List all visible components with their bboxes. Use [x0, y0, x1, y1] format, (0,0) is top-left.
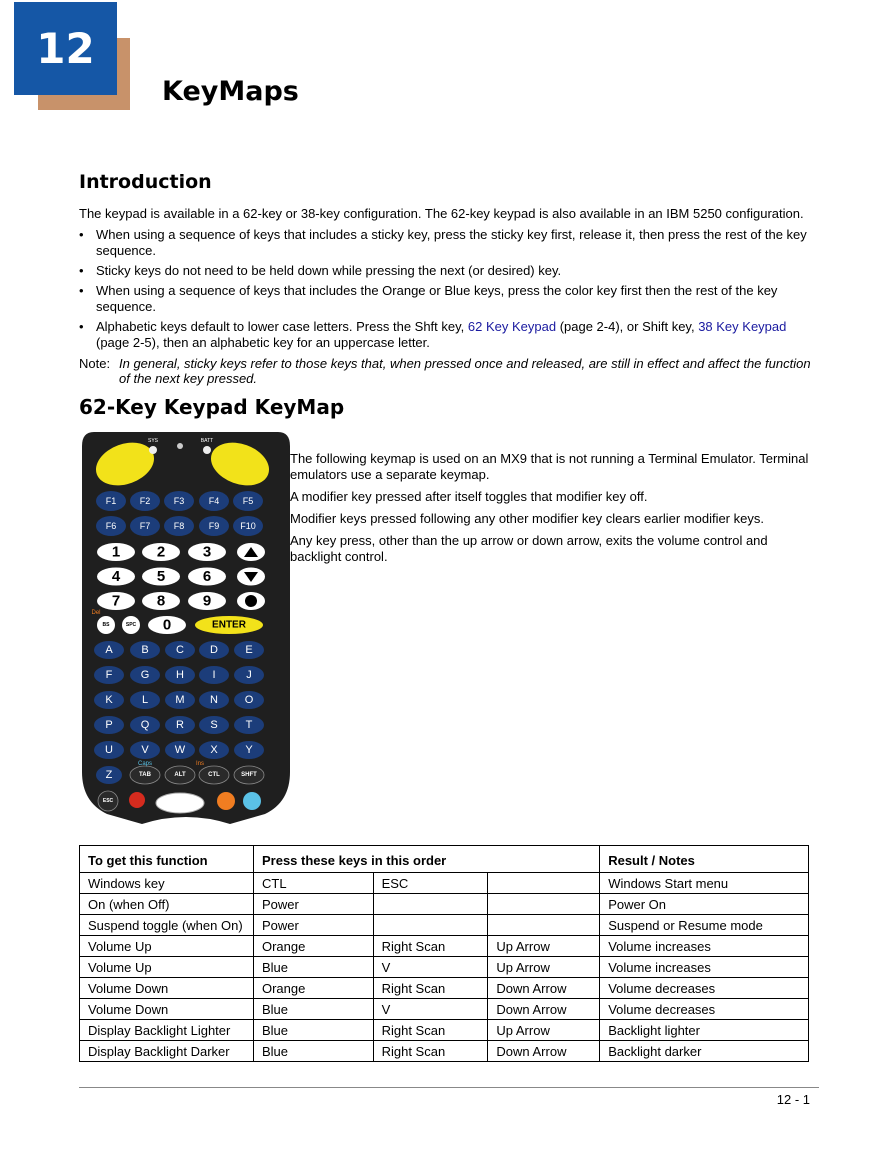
batt-label: BATT: [200, 438, 214, 444]
header-result: Result / Notes: [600, 846, 809, 873]
fkey-label: F1: [105, 496, 117, 506]
table-cell: Volume Down: [80, 999, 254, 1020]
header-keys: Press these keys in this order: [253, 846, 599, 873]
table-cell: Blue: [253, 999, 373, 1020]
table-cell: Volume increases: [600, 957, 809, 978]
table-cell: Volume Up: [80, 936, 254, 957]
alpha-key-label: P: [105, 719, 113, 731]
keymap-heading: 62-Key Keypad KeyMap: [79, 395, 345, 419]
alpha-key-label: G: [140, 669, 150, 681]
table-cell: Power On: [600, 894, 809, 915]
number-key-label: 8: [156, 592, 166, 610]
fkey-label: F2: [139, 496, 151, 506]
bullet-text: Alphabetic keys default to lower case letters. Press the Shft key,: [96, 319, 468, 334]
alpha-key-label: L: [141, 694, 149, 706]
power-icon: [129, 792, 145, 808]
alpha-key-label: U: [105, 744, 113, 756]
table-cell: On (when Off): [80, 894, 254, 915]
spc-label: SPC: [125, 622, 137, 628]
alpha-key-label: W: [174, 744, 186, 756]
intro-bullet-list: [79, 227, 819, 355]
number-key-label: 2: [156, 543, 166, 561]
bullet-text: (page 2-5), then an alphabetic key for an uppercase letter.: [96, 335, 430, 350]
bullet-text: When using a sequence of keys that includes the Orange or Blue keys, press the color key first then the rest of the key sequence.: [96, 283, 778, 314]
sys-label: SYS: [147, 438, 159, 444]
alpha-key-label: X: [210, 744, 218, 756]
z-key-label: Z: [105, 769, 113, 781]
table-cell: Right Scan: [373, 1020, 488, 1041]
table-cell: ESC: [373, 873, 488, 894]
bullet-text: (page 2-4), or Shift key,: [556, 319, 699, 334]
table-cell: Backlight lighter: [600, 1020, 809, 1041]
table-row: [80, 915, 809, 936]
alpha-key-label: E: [245, 644, 253, 656]
fkey-label: F5: [242, 496, 254, 506]
alpha-key-label: C: [176, 644, 184, 656]
modifier-key-label: SHFT: [241, 772, 257, 778]
table-cell: Blue: [253, 1020, 373, 1041]
table-cell: Down Arrow: [488, 978, 600, 999]
bullet-text: When using a sequence of keys that includes a sticky key, press the sticky key first, release it, then press the rest of the key sequence.: [96, 227, 807, 258]
desc-paragraph: Any key press, other than the up arrow or down arrow, exits the volume control and backlight control.: [290, 533, 768, 564]
keymap-table: [79, 845, 809, 1062]
number-key-label: 7: [111, 592, 121, 610]
alpha-key-label: J: [246, 669, 252, 681]
bullet-item: • When using a sequence of keys that includes the Orange or Blue keys, press the color key first then the rest of the key sequence.: [79, 283, 778, 314]
table-cell: Down Arrow: [488, 1041, 600, 1062]
table-cell: Volume Up: [80, 957, 254, 978]
alpha-key-label: I: [212, 669, 216, 681]
alpha-key-label: S: [210, 719, 218, 731]
table-cell: Power: [253, 894, 373, 915]
fkey-label: F4: [208, 496, 220, 506]
fkey-label: F10: [240, 521, 256, 531]
intro-paragraph: The keypad is available in a 62-key or 38-key configuration. The 62-key keypad is also available in an IBM 5250 configuration.: [79, 206, 804, 221]
number-key-label: 5: [156, 568, 166, 585]
table-cell: [373, 894, 488, 915]
keypad-illustration: [80, 432, 292, 824]
del-label: Del: [91, 610, 101, 616]
table-cell: [373, 915, 488, 936]
batt-led: [203, 446, 211, 454]
table-cell: [488, 873, 600, 894]
introduction-heading: Introduction: [79, 171, 212, 193]
header-function: To get this function: [80, 846, 254, 873]
alpha-key-label: M: [175, 694, 185, 706]
sys-led: [149, 446, 157, 454]
table-cell: Blue: [253, 1041, 373, 1062]
table-cell: Power: [253, 915, 373, 936]
orange-key: [217, 792, 235, 810]
blue-key: [243, 792, 261, 810]
bullet-item: • Alphabetic keys default to lower case letters. Press the Shft key, 62 Key Keypad (page 2-4), or Shift key, 38 Key Keypad (page 2-5), then an alphabetic key for an uppercase letter.: [79, 319, 787, 350]
bullet-text: Sticky keys do not need to be held down while pressing the next (or desired) key.: [96, 263, 562, 278]
keymap-description: [290, 451, 820, 571]
number-key-label: 9: [202, 592, 212, 610]
note: [79, 356, 819, 386]
alpha-key-label: T: [245, 719, 253, 731]
table-cell: Windows key: [80, 873, 254, 894]
enter-key-label: ENTER: [212, 619, 246, 631]
bullet-item: • When using a sequence of keys that includes a sticky key, press the sticky key first, release it, then press the rest of the key sequence.: [79, 227, 807, 258]
table-cell: Orange: [253, 978, 373, 999]
number-key-label: 6: [202, 568, 212, 585]
footer-divider: [79, 1087, 819, 1088]
table-row: [80, 936, 809, 957]
esc-label: ESC: [102, 798, 114, 804]
bluetooth-icon: [177, 443, 183, 449]
alpha-key-label: R: [176, 719, 184, 731]
ins-label: Ins: [195, 761, 205, 767]
alpha-key-label: V: [141, 744, 149, 756]
table-cell: Volume decreases: [600, 978, 809, 999]
table-cell: Up Arrow: [488, 936, 600, 957]
modifier-key-label: ALT: [174, 772, 186, 778]
page-number: 12 - 1: [776, 1092, 810, 1107]
number-key-label: 4: [111, 568, 121, 585]
table-cell: Volume increases: [600, 936, 809, 957]
table-cell: Suspend or Resume mode: [600, 915, 809, 936]
bullet-item: • Sticky keys do not need to be held down while pressing the next (or desired) key.: [79, 263, 562, 278]
table-cell: Up Arrow: [488, 1020, 600, 1041]
table-cell: V: [373, 999, 488, 1020]
table-header-row: [80, 846, 809, 873]
table-cell: Display Backlight Darker: [80, 1041, 254, 1062]
zero-key-label: 0: [162, 616, 172, 634]
chapter-number: 12: [36, 24, 95, 73]
alpha-key-label: O: [244, 694, 254, 706]
table-row: [80, 957, 809, 978]
table-cell: [488, 915, 600, 936]
desc-paragraph: The following keymap is used on an MX9 that is not running a Terminal Emulator. Terminal emulators use a separate keymap.: [290, 451, 809, 482]
table-row: [80, 873, 809, 894]
bs-label: BS: [102, 622, 110, 628]
modifier-key-label: CTL: [208, 772, 220, 778]
link-62-key-keypad[interactable]: 62 Key Keypad: [467, 319, 557, 334]
table-row: [80, 894, 809, 915]
number-key-label: 1: [111, 543, 121, 561]
modifier-key-label: TAB: [139, 772, 151, 778]
caps-label: Caps: [137, 761, 153, 767]
alpha-key-label: H: [176, 669, 184, 681]
fkey-label: F7: [139, 521, 151, 531]
chapter-title: KeyMaps: [162, 76, 299, 107]
fkey-label: F8: [173, 521, 185, 531]
alpha-key-label: K: [105, 694, 113, 706]
table-cell: Suspend toggle (when On): [80, 915, 254, 936]
alpha-key-label: Y: [245, 744, 253, 756]
table-cell: Display Backlight Lighter: [80, 1020, 254, 1041]
table-cell: Volume Down: [80, 978, 254, 999]
alpha-key-label: A: [105, 644, 113, 656]
center-scan-button: [156, 793, 204, 813]
fkey-label: F6: [105, 521, 117, 531]
alpha-key-label: B: [141, 644, 149, 656]
table-cell: V: [373, 957, 488, 978]
table-cell: [488, 894, 600, 915]
table-row: [80, 999, 809, 1020]
alpha-key-label: Q: [140, 719, 150, 731]
table-cell: Down Arrow: [488, 999, 600, 1020]
alpha-key-label: F: [105, 669, 113, 681]
table-cell: Orange: [253, 936, 373, 957]
fkey-label: F9: [208, 521, 220, 531]
table-row: [80, 1020, 809, 1041]
table-row: [80, 1041, 809, 1062]
fkey-label: F3: [173, 496, 185, 506]
table-cell: Up Arrow: [488, 957, 600, 978]
table-cell: Volume decreases: [600, 999, 809, 1020]
alpha-key-label: N: [210, 694, 218, 706]
note-label: Note:: [79, 356, 111, 371]
desc-paragraph: Modifier keys pressed following any other modifier key clears earlier modifier keys.: [290, 511, 764, 526]
table-row: [80, 978, 809, 999]
table-cell: CTL: [253, 873, 373, 894]
desc-paragraph: A modifier key pressed after itself toggles that modifier key off.: [290, 489, 648, 504]
table-cell: Blue: [253, 957, 373, 978]
table-cell: Right Scan: [373, 936, 488, 957]
link-38-key-keypad[interactable]: 38 Key Keypad: [698, 319, 787, 334]
table-cell: Right Scan: [373, 1041, 488, 1062]
table-cell: Backlight darker: [600, 1041, 809, 1062]
alpha-key-label: D: [210, 644, 218, 656]
table-cell: Windows Start menu: [600, 873, 809, 894]
chapter-badge: [14, 2, 117, 95]
number-key-label: 3: [202, 543, 212, 561]
table-cell: Right Scan: [373, 978, 488, 999]
note-text: In general, sticky keys refer to those keys that, when pressed once and released, are still in effect and affect the function of the next key pressed.: [119, 356, 811, 386]
shift-arrow-icon: [245, 595, 257, 607]
